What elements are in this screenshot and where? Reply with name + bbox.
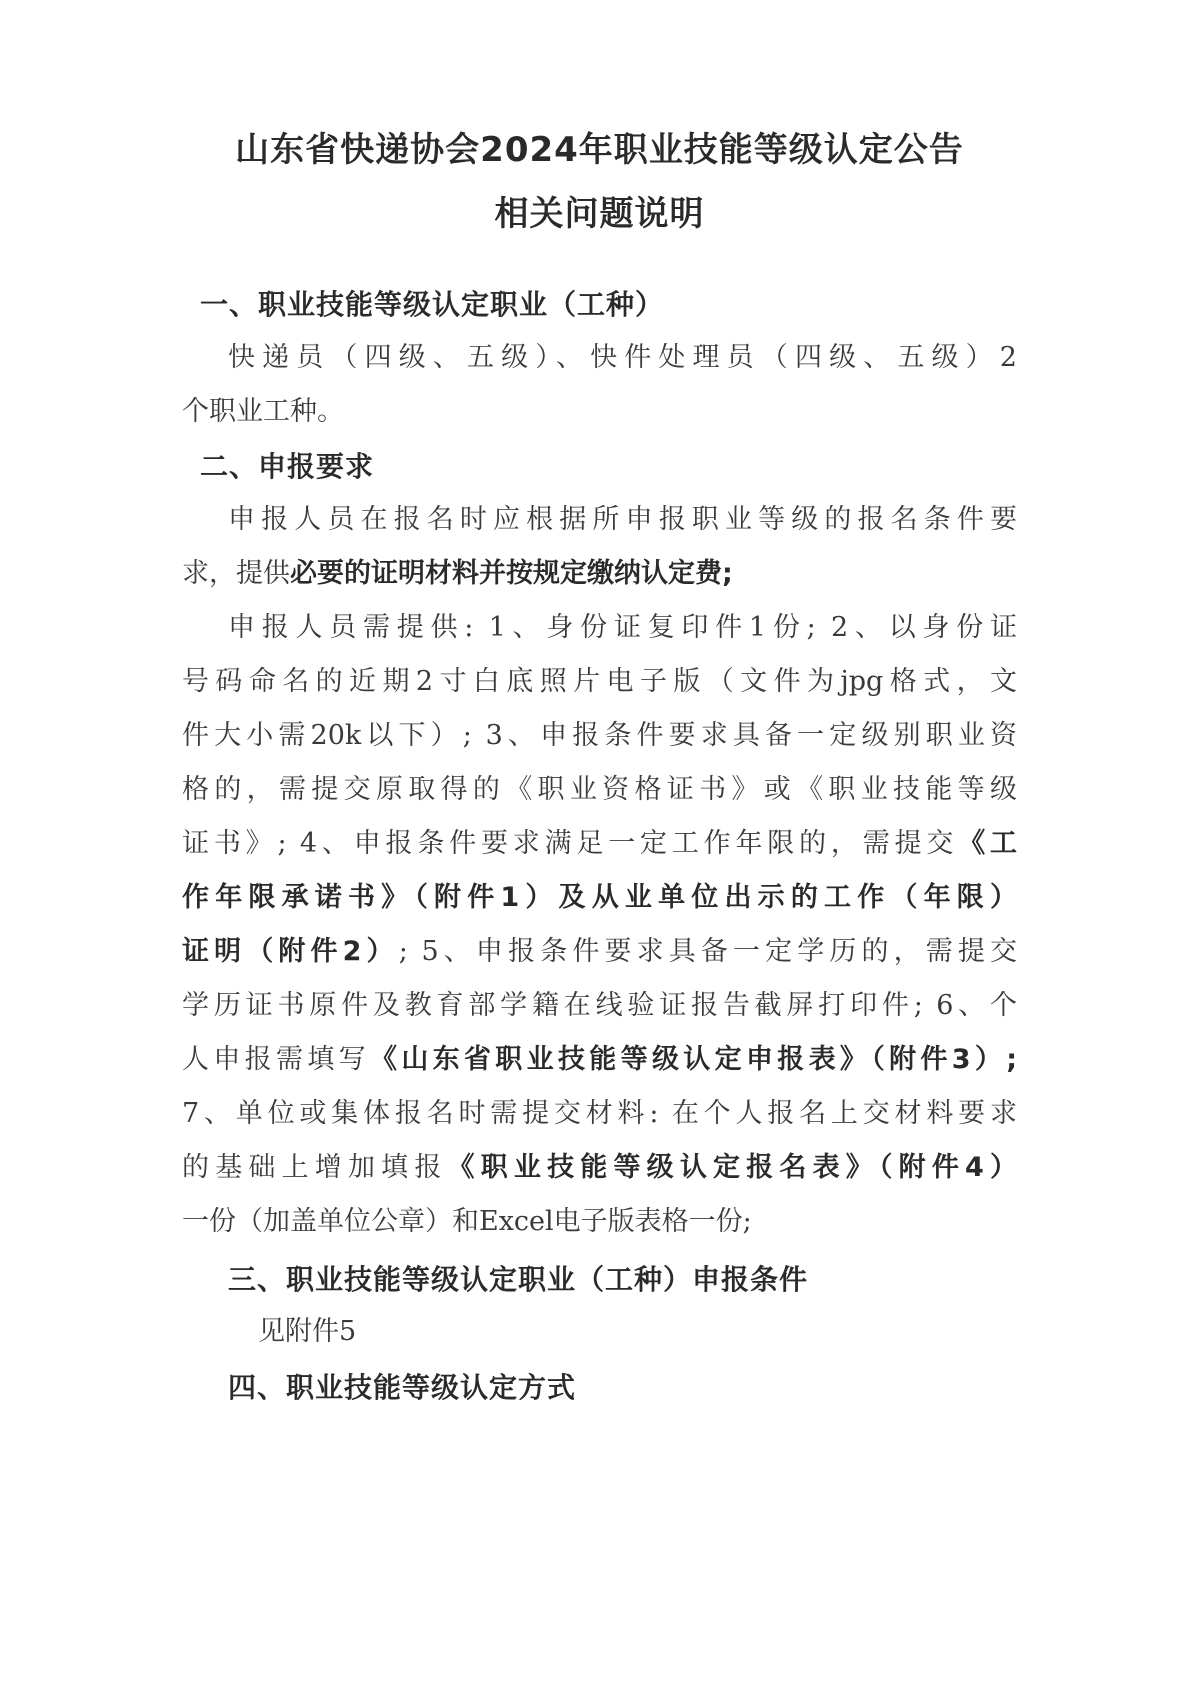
section-1-line-1: 快递员（四级、五级）、快件处理员（四级、五级）2 [228, 342, 1017, 373]
section-2-para-2-line-8: 学历证书原件及教育部学籍在线验证报告截屏打印件; 6、个 [182, 990, 1017, 1021]
section-3-heading: 三、职业技能等级认定职业（工种）申报条件 [228, 1263, 809, 1296]
section-1-heading: 一、职业技能等级认定职业（工种） [200, 288, 665, 321]
document-title-line-2: 相关问题说明 [494, 194, 705, 234]
section-1-line-2: 个职业工种。 [182, 396, 344, 427]
section-2-para-2-line-2: 号码命名的近期2寸白底照片电子版（文件为jpg格式，文 [182, 666, 1017, 697]
section-3-line-1: 见附件5 [258, 1316, 357, 1347]
section-4-heading: 四、职业技能等级认定方式 [228, 1371, 577, 1404]
document-title-line-1: 山东省快递协会2024年职业技能等级认定公告 [235, 130, 964, 170]
section-2-para-2-line-7: 证明（附件2）; 5、申报条件要求具备一定学历的，需提交 [182, 936, 1017, 967]
section-2-para-2-line-11: 的基础上增加填报《职业技能等级认定报名表》（附件4） [182, 1152, 1017, 1183]
section-2-para-2-line-10: 7、单位或集体报名时需提交材料: 在个人报名上交材料要求 [182, 1098, 1017, 1129]
section-2-para-2-line-6: 作年限承诺书》（附件1）及从业单位出示的工作（年限） [182, 882, 1017, 913]
section-2-para-2-line-5: 证书》; 4、申报条件要求满足一定工作年限的，需提交《工 [182, 828, 1017, 859]
section-2-para-2-line-4: 格的，需提交原取得的《职业资格证书》或《职业技能等级 [182, 774, 1017, 805]
section-2-para-2-line-9: 人申报需填写《山东省职业技能等级认定申报表》（附件3）; [182, 1044, 1017, 1075]
section-2-para-1-line-1: 申报人员在报名时应根据所申报职业等级的报名条件要 [228, 504, 1017, 535]
section-2-heading: 二、申报要求 [200, 450, 375, 483]
section-2-para-2-line-1: 申报人员需提供: 1、身份证复印件1份; 2、以身份证 [228, 612, 1017, 643]
section-2-para-1-line-2: 求，提供必要的证明材料并按规定缴纳认定费; [182, 558, 733, 589]
section-2-para-2-line-12: 一份（加盖单位公章）和Excel电子版表格一份; [182, 1206, 752, 1237]
section-2-para-2-line-3: 件大小需20k以下）; 3、申报条件要求具备一定级别职业资 [182, 720, 1017, 751]
